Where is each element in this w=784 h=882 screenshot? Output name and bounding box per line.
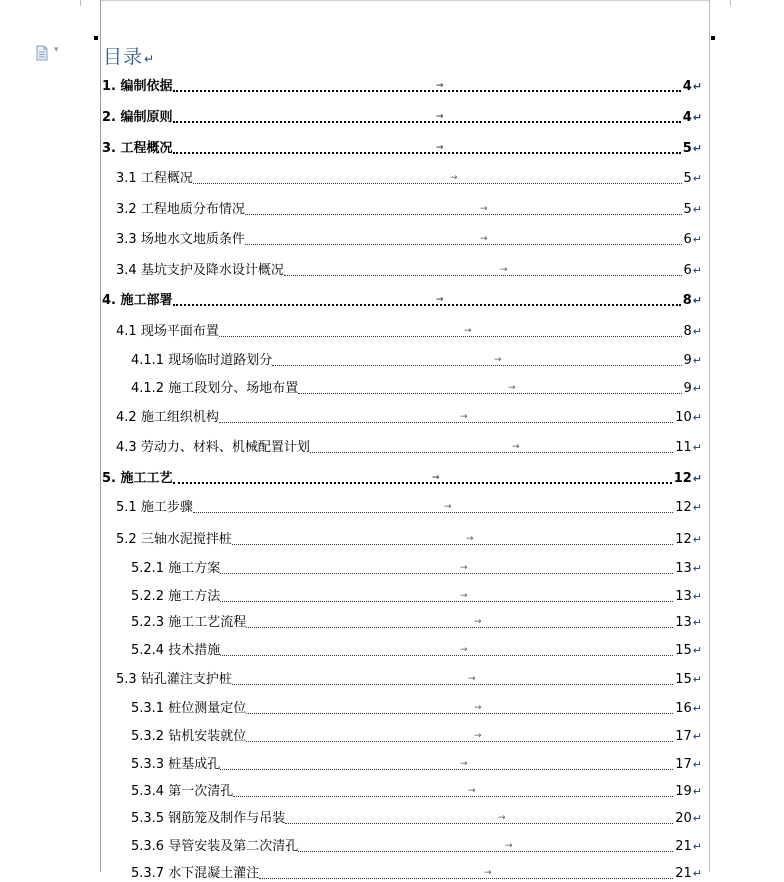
toc-entry-text: 施工方案 bbox=[168, 561, 221, 576]
tab-mark-icon: → bbox=[460, 645, 468, 655]
toc-entry-number: 4.1.1 bbox=[131, 353, 169, 368]
toc-leader-dots bbox=[245, 213, 682, 215]
toc-entry-page: 4 bbox=[682, 110, 692, 125]
toc-leader-dots bbox=[219, 335, 682, 337]
tab-mark-icon: → bbox=[436, 143, 444, 153]
toc-entry-text: 钢筋笼及制作与吊装 bbox=[168, 811, 286, 826]
tab-mark-icon: → bbox=[468, 786, 476, 796]
toc-entry-page: 5 bbox=[682, 141, 692, 156]
paragraph-mark: ↵ bbox=[692, 702, 702, 715]
toc-leader-dots bbox=[220, 654, 673, 656]
toc-entry-page: 17 bbox=[675, 729, 692, 744]
toc-entry-number: 4.1 bbox=[116, 324, 141, 339]
toc-leader-dots bbox=[272, 364, 681, 366]
toc-entry-text: 桩位测量定位 bbox=[168, 701, 247, 716]
toc-entry-page: 15 bbox=[675, 672, 692, 687]
tab-mark-icon: → bbox=[436, 81, 444, 91]
toc-entry[interactable] bbox=[102, 293, 702, 309]
toc-entry[interactable] bbox=[116, 672, 702, 688]
chevron-down-icon: ▾ bbox=[54, 45, 59, 55]
toc-leader-dots bbox=[232, 683, 673, 685]
paragraph-mark: ↵ bbox=[692, 812, 702, 825]
toc-entry[interactable] bbox=[131, 866, 702, 882]
text-boundary-corner-right bbox=[711, 36, 715, 40]
toc-entry[interactable] bbox=[116, 440, 702, 456]
toc-entry-number: 5.3.2 bbox=[131, 729, 169, 744]
toc-entry-number: 5.1 bbox=[116, 500, 141, 515]
toc-entry-page: 4 bbox=[682, 79, 692, 94]
paragraph-mark: ↵ bbox=[692, 785, 702, 798]
tab-mark-icon: → bbox=[450, 173, 458, 183]
paragraph-mark: ↵ bbox=[692, 411, 702, 424]
toc-entry-number: 4.3 bbox=[116, 440, 141, 455]
tab-mark-icon: → bbox=[432, 473, 440, 483]
page-left-edge bbox=[100, 0, 101, 872]
toc-leader-dots bbox=[245, 243, 682, 245]
paragraph-mark: ↵ bbox=[692, 590, 702, 603]
paragraph-mark: ↵ bbox=[692, 382, 702, 395]
paragraph-mark: ↵ bbox=[692, 233, 702, 246]
tab-mark-icon: → bbox=[480, 234, 488, 244]
toc-entry-text: 编制原则 bbox=[120, 110, 173, 125]
toc-leader-dots bbox=[298, 392, 681, 394]
tab-mark-icon: → bbox=[460, 759, 468, 769]
toc-entry-page: 12 bbox=[675, 532, 692, 547]
paragraph-mark: ↵ bbox=[144, 52, 156, 66]
toc-entry[interactable] bbox=[131, 615, 702, 631]
toc-entry-number: 5.2.3 bbox=[131, 615, 169, 630]
paragraph-mark: ↵ bbox=[692, 533, 702, 546]
paragraph-mark: ↵ bbox=[692, 840, 702, 853]
toc-leader-dots bbox=[220, 600, 673, 602]
toc-leader-dots bbox=[193, 511, 673, 513]
tab-mark-icon: → bbox=[505, 841, 513, 851]
toc-entry-page: 12 bbox=[675, 500, 692, 515]
toc-leader-dots bbox=[246, 740, 673, 742]
page-options-button[interactable] bbox=[36, 45, 66, 59]
toc-entry[interactable] bbox=[131, 561, 702, 577]
toc-entry-number: 2. bbox=[102, 110, 121, 125]
toc-entry[interactable] bbox=[131, 353, 702, 369]
toc-leader-dots bbox=[310, 451, 673, 453]
toc-leader-dots bbox=[298, 850, 673, 852]
toc-entry-page: 13 bbox=[675, 561, 692, 576]
toc-leader-dots bbox=[284, 274, 682, 276]
toc-leader-dots bbox=[173, 120, 681, 123]
toc-leader-dots bbox=[246, 712, 673, 714]
paragraph-mark: ↵ bbox=[692, 294, 702, 307]
toc-entry-page: 5 bbox=[683, 202, 692, 217]
toc-entry[interactable] bbox=[102, 141, 702, 157]
toc-leader-dots bbox=[173, 89, 681, 92]
page-top-edge bbox=[100, 0, 710, 1]
tab-mark-icon: → bbox=[474, 617, 482, 627]
toc-entry-text: 水下混凝土灌注 bbox=[168, 866, 260, 881]
paragraph-mark: ↵ bbox=[692, 354, 702, 367]
tab-mark-icon: → bbox=[464, 326, 472, 336]
toc-leader-dots bbox=[232, 543, 673, 545]
toc-entry[interactable] bbox=[131, 811, 702, 827]
toc-leader-dots bbox=[259, 877, 673, 879]
toc-entry[interactable] bbox=[116, 263, 702, 279]
toc-entry-page: 15 bbox=[675, 643, 692, 658]
toc-entry[interactable] bbox=[102, 110, 702, 126]
tab-mark-icon: → bbox=[460, 412, 468, 422]
toc-entry-text: 施工工艺流程 bbox=[168, 615, 247, 630]
toc-entry-text: 钻机安装就位 bbox=[168, 729, 247, 744]
tab-mark-icon: → bbox=[494, 355, 502, 365]
tab-mark-icon: → bbox=[512, 442, 520, 452]
toc-entry-text: 施工工艺 bbox=[120, 471, 173, 486]
toc-leader-dots bbox=[173, 303, 681, 306]
toc-entry-page: 17 bbox=[675, 757, 692, 772]
toc-entry-page: 21 bbox=[675, 839, 692, 854]
tab-mark-icon: → bbox=[498, 813, 506, 823]
paragraph-mark: ↵ bbox=[692, 142, 702, 155]
toc-entry-text: 施工步骤 bbox=[140, 500, 193, 515]
toc-entry[interactable] bbox=[131, 729, 702, 745]
paragraph-mark: ↵ bbox=[692, 203, 702, 216]
toc-entry-page: 9 bbox=[683, 353, 692, 368]
tab-mark-icon: → bbox=[484, 868, 492, 878]
paragraph-mark: ↵ bbox=[692, 730, 702, 743]
margin-marker-right bbox=[730, 0, 731, 6]
paragraph-mark: ↵ bbox=[692, 867, 702, 880]
toc-entry-text: 工程概况 bbox=[140, 171, 193, 186]
tab-mark-icon: → bbox=[500, 265, 508, 275]
toc-leader-dots bbox=[173, 481, 672, 484]
toc-entry-page: 13 bbox=[675, 615, 692, 630]
tab-mark-icon: → bbox=[436, 112, 444, 122]
page-icon bbox=[36, 45, 66, 61]
toc-entry[interactable] bbox=[116, 500, 702, 516]
toc-entry-number: 4.1.2 bbox=[131, 381, 169, 396]
paragraph-mark: ↵ bbox=[692, 644, 702, 657]
toc-entry-number: 3.2 bbox=[116, 202, 141, 217]
toc-entry-page: 21 bbox=[675, 866, 692, 881]
toc-entry[interactable] bbox=[131, 701, 702, 717]
toc-entry-number: 5.3.3 bbox=[131, 757, 169, 772]
paragraph-mark: ↵ bbox=[692, 80, 702, 93]
toc-leader-dots bbox=[246, 626, 673, 628]
toc-entry-page: 13 bbox=[675, 589, 692, 604]
toc-entry-text: 钻孔灌注支护桩 bbox=[140, 672, 232, 687]
toc-entry[interactable] bbox=[116, 171, 702, 187]
toc-entry-number: 4. bbox=[102, 293, 121, 308]
toc-entry-page: 9 bbox=[683, 381, 692, 396]
toc-entry-text: 施工段划分、场地布置 bbox=[168, 381, 299, 396]
tab-mark-icon: → bbox=[480, 204, 488, 214]
toc-entry-page: 12 bbox=[673, 471, 692, 486]
paragraph-mark: ↵ bbox=[692, 673, 702, 686]
toc-entry[interactable] bbox=[131, 839, 702, 855]
toc-leader-dots bbox=[220, 768, 673, 770]
toc-entry[interactable] bbox=[102, 471, 702, 487]
tab-mark-icon: → bbox=[466, 534, 474, 544]
toc-entry[interactable] bbox=[131, 589, 702, 605]
toc-entry-page: 10 bbox=[675, 410, 692, 425]
paragraph-mark: ↵ bbox=[692, 758, 702, 771]
toc-entry-number: 4.2 bbox=[116, 410, 141, 425]
paragraph-mark: ↵ bbox=[692, 172, 702, 185]
paragraph-mark: ↵ bbox=[692, 111, 702, 124]
toc-entry-number: 5.3 bbox=[116, 672, 141, 687]
toc-entry-number: 5.3.4 bbox=[131, 784, 169, 799]
toc-leader-dots bbox=[193, 182, 682, 184]
tab-mark-icon: → bbox=[436, 295, 444, 305]
toc-entry-number: 5.3.6 bbox=[131, 839, 169, 854]
paragraph-mark: ↵ bbox=[692, 472, 702, 485]
toc-entry-text: 现场平面布置 bbox=[140, 324, 219, 339]
toc-leader-dots bbox=[173, 151, 681, 154]
toc-leader-dots bbox=[219, 421, 673, 423]
toc-entry-number: 5.2 bbox=[116, 532, 141, 547]
toc-entry-text: 技术措施 bbox=[168, 643, 221, 658]
toc-entry-number: 5.2.1 bbox=[131, 561, 169, 576]
tab-mark-icon: → bbox=[474, 703, 482, 713]
toc-entry-page: 6 bbox=[683, 232, 692, 247]
tab-mark-icon: → bbox=[468, 674, 476, 684]
toc-entry[interactable] bbox=[116, 532, 702, 548]
tab-mark-icon: → bbox=[444, 502, 452, 512]
toc-entry-number: 5.2.2 bbox=[131, 589, 169, 604]
paragraph-mark: ↵ bbox=[692, 325, 702, 338]
toc-entry[interactable] bbox=[131, 757, 702, 773]
toc-leader-dots bbox=[220, 572, 673, 574]
toc-entry-number: 3. bbox=[102, 141, 121, 156]
toc-entry[interactable] bbox=[116, 324, 702, 340]
toc-entry-text: 施工部署 bbox=[120, 293, 173, 308]
paragraph-mark: ↵ bbox=[692, 562, 702, 575]
toc-leader-dots bbox=[285, 822, 673, 824]
toc-entry-number: 5.3.7 bbox=[131, 866, 169, 881]
margin-marker-left bbox=[80, 0, 81, 6]
toc-entry-page: 11 bbox=[675, 440, 692, 455]
toc-entry-text: 三轴水泥搅拌桩 bbox=[140, 532, 232, 547]
toc-entry-page: 8 bbox=[682, 293, 692, 308]
toc-entry-text: 桩基成孔 bbox=[168, 757, 221, 772]
toc-entry-text: 基坑支护及降水设计概况 bbox=[140, 263, 284, 278]
toc-entry[interactable] bbox=[131, 643, 702, 659]
toc-title: 目录↵ bbox=[103, 46, 156, 68]
toc-leader-dots bbox=[233, 795, 673, 797]
toc-entry[interactable] bbox=[116, 410, 702, 426]
toc-entry-text: 现场临时道路划分 bbox=[168, 353, 273, 368]
toc-entry-number: 5. bbox=[102, 471, 121, 486]
page-right-edge bbox=[709, 0, 710, 872]
toc-entry-text: 编制依据 bbox=[120, 79, 173, 94]
toc-entry-page: 8 bbox=[683, 324, 692, 339]
toc-entry-number: 5.3.5 bbox=[131, 811, 169, 826]
toc-entry-number: 3.1 bbox=[116, 171, 141, 186]
toc-entry-page: 5 bbox=[683, 171, 692, 186]
toc-entry-number: 5.3.1 bbox=[131, 701, 169, 716]
toc-entry[interactable] bbox=[116, 232, 702, 248]
paragraph-mark: ↵ bbox=[692, 264, 702, 277]
paragraph-mark: ↵ bbox=[692, 441, 702, 454]
toc-entry[interactable] bbox=[131, 381, 702, 397]
text-boundary-corner-left bbox=[94, 36, 98, 40]
tab-mark-icon: → bbox=[460, 563, 468, 573]
toc-entry-page: 19 bbox=[675, 784, 692, 799]
toc-entry-text: 施工方法 bbox=[168, 589, 221, 604]
toc-entry-text: 工程概况 bbox=[120, 141, 173, 156]
toc-entry[interactable] bbox=[102, 79, 702, 95]
toc-entry-number: 3.4 bbox=[116, 263, 141, 278]
toc-entry-text: 劳动力、材料、机械配置计划 bbox=[140, 440, 310, 455]
tab-mark-icon: → bbox=[508, 383, 516, 393]
toc-entry-page: 20 bbox=[675, 811, 692, 826]
toc-entry-number: 1. bbox=[102, 79, 121, 94]
tab-mark-icon: → bbox=[460, 591, 468, 601]
toc-entry-page: 6 bbox=[683, 263, 692, 278]
toc-entry[interactable] bbox=[131, 784, 702, 800]
toc-entry-text: 第一次清孔 bbox=[168, 784, 234, 799]
toc-entry-text: 工程地质分布情况 bbox=[140, 202, 245, 217]
toc-entry-text: 场地水文地质条件 bbox=[140, 232, 245, 247]
tab-mark-icon: → bbox=[474, 731, 482, 741]
toc-entry-number: 3.3 bbox=[116, 232, 141, 247]
toc-entry-text: 施工组织机构 bbox=[140, 410, 219, 425]
toc-entry-page: 16 bbox=[675, 701, 692, 716]
toc-entry-text: 导管安装及第二次清孔 bbox=[168, 839, 299, 854]
paragraph-mark: ↵ bbox=[692, 616, 702, 629]
toc-entry[interactable] bbox=[116, 202, 702, 218]
paragraph-mark: ↵ bbox=[692, 501, 702, 514]
toc-entry-number: 5.2.4 bbox=[131, 643, 169, 658]
